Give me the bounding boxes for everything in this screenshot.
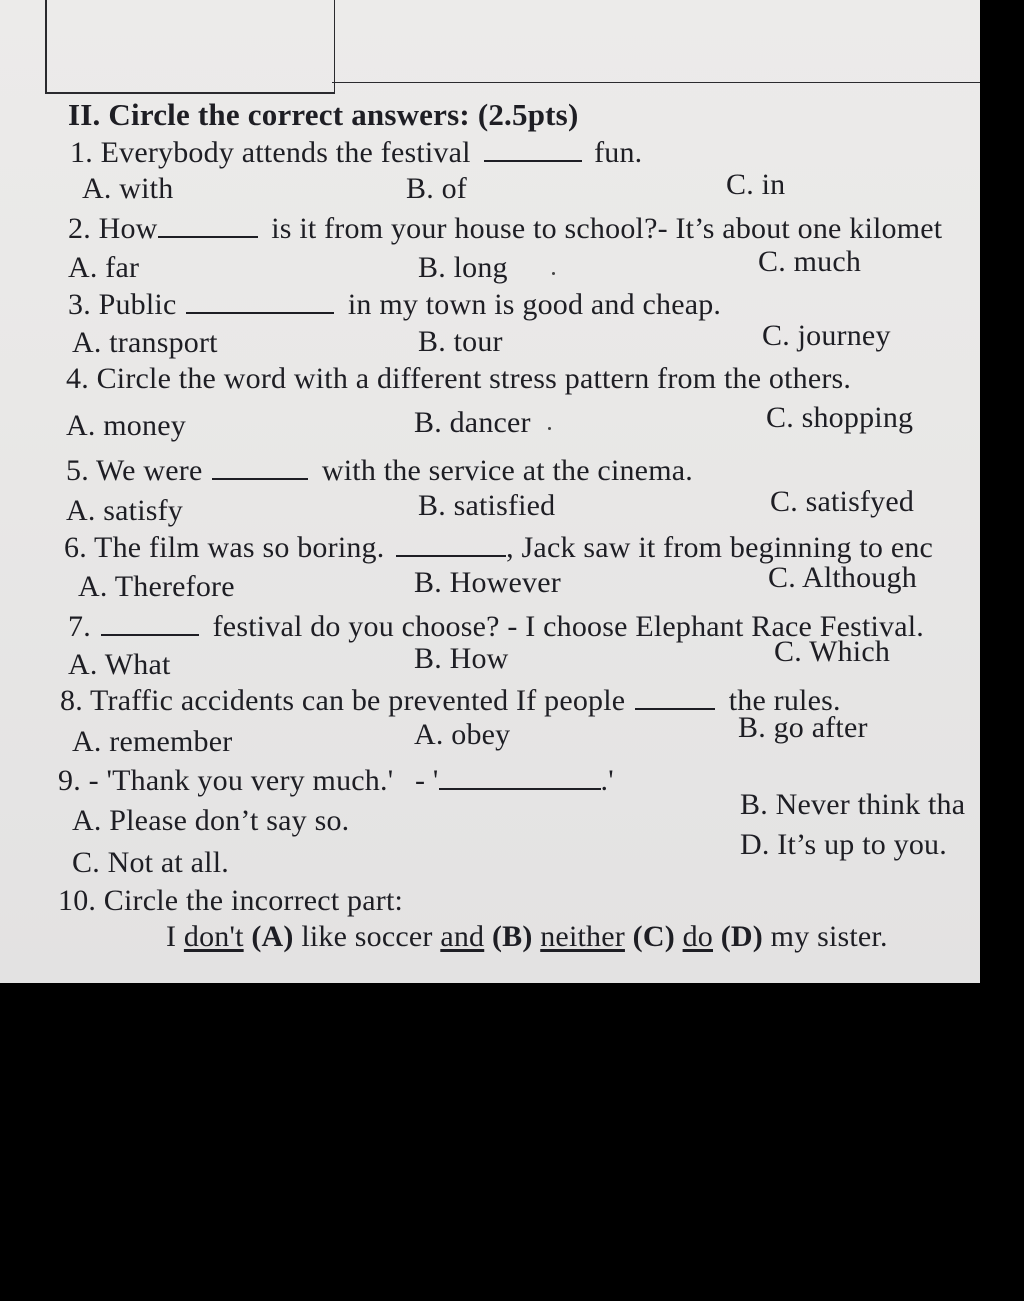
sentence-middle: like soccer <box>301 920 433 953</box>
q2-option-c[interactable]: C. much <box>758 245 862 278</box>
marker-c: (C) <box>632 920 675 953</box>
question-2-end: is it from your house to school?- It’s about one kilomet <box>271 212 943 245</box>
question-7-end: festival do you choose? - I choose Elephant Race Festival. <box>212 610 924 643</box>
q3-option-a[interactable]: A. transport <box>72 326 218 359</box>
q4-option-c[interactable]: C. shopping <box>766 401 914 434</box>
q8-option-b[interactable]: A. obey <box>414 718 511 751</box>
question-1-end: fun. <box>594 136 643 169</box>
q1-option-c[interactable]: C. in <box>726 168 786 201</box>
q6-option-a[interactable]: A. Therefore <box>78 570 235 603</box>
question-3 <box>68 288 721 322</box>
question-9-text: 9. - 'Thank you very much.' <box>58 764 394 797</box>
q3-option-b[interactable]: B. tour <box>418 325 503 358</box>
marker-a: (A) <box>251 920 294 953</box>
q7-option-a[interactable]: A. What <box>68 648 171 681</box>
answer-blank <box>186 290 334 314</box>
q7-option-c[interactable]: C. Which <box>774 635 891 668</box>
question-9-reply: - ' <box>415 764 439 797</box>
question-4: 4. Circle the word with a different stress pattern from the others. <box>66 362 852 395</box>
q9-option-c[interactable]: C. Not at all. <box>72 846 229 879</box>
question-1 <box>70 136 642 170</box>
question-10-sentence <box>166 920 888 954</box>
marker-b: (B) <box>491 920 533 953</box>
table-cell-border <box>45 0 335 94</box>
question-5-text: 5. We were <box>66 454 203 487</box>
q5-option-a[interactable]: A. satisfy <box>66 494 183 527</box>
q2-option-b[interactable]: B. long <box>418 251 508 284</box>
q8-option-c[interactable]: B. go after <box>738 711 868 744</box>
question-2 <box>68 212 942 246</box>
answer-blank <box>212 456 308 480</box>
q1-option-b[interactable]: B. of <box>406 172 467 205</box>
answer-blank <box>158 214 258 238</box>
underlined-part-b[interactable]: and <box>440 920 485 953</box>
q9-option-a[interactable]: A. Please don’t say so. <box>72 804 350 837</box>
answer-blank <box>101 612 199 636</box>
q3-option-c[interactable]: C. journey <box>762 319 891 352</box>
marker-d: (D) <box>720 920 763 953</box>
q6-option-c[interactable]: C. Although <box>768 561 917 594</box>
question-10: 10. Circle the incorrect part: <box>58 884 404 917</box>
speck <box>548 427 551 430</box>
question-6 <box>64 531 933 565</box>
question-6-end: , Jack saw it from beginning to enc <box>506 531 934 564</box>
speck <box>552 272 555 275</box>
sentence-start: I <box>166 920 177 953</box>
question-8-text: 8. Traffic accidents can be prevented If people <box>60 684 626 717</box>
q4-option-b[interactable]: B. dancer <box>414 406 531 439</box>
question-9-end: .' <box>600 764 614 797</box>
section-title: II. Circle the correct answers: (2.5pts) <box>68 97 579 132</box>
question-7-text: 7. <box>68 610 91 643</box>
sentence-end: my sister. <box>770 920 888 953</box>
q9-option-d[interactable]: D. It’s up to you. <box>740 828 947 861</box>
answer-blank <box>396 533 506 557</box>
question-8 <box>60 684 841 718</box>
answer-blank <box>484 138 582 162</box>
q5-option-c[interactable]: C. satisfyed <box>770 485 915 518</box>
q4-option-a[interactable]: A. money <box>66 409 186 442</box>
q7-option-b[interactable]: B. How <box>414 642 509 675</box>
question-3-end: in my town is good and cheap. <box>347 288 722 321</box>
question-8-end: the rules. <box>728 684 841 717</box>
question-2-text: 2. How <box>68 212 158 245</box>
question-9 <box>58 764 614 798</box>
question-1-text: 1. Everybody attends the festival <box>70 136 471 169</box>
underlined-part-a[interactable]: don't <box>183 920 244 953</box>
question-3-text: 3. Public <box>68 288 177 321</box>
underlined-part-d[interactable]: do <box>682 920 713 953</box>
q1-option-a[interactable]: A. with <box>82 172 174 205</box>
q2-option-a[interactable]: A. far <box>68 251 140 284</box>
question-5 <box>66 454 693 488</box>
answer-blank <box>439 766 601 790</box>
q6-option-b[interactable]: B. However <box>414 566 561 599</box>
question-5-end: with the service at the cinema. <box>321 454 693 487</box>
underlined-part-c[interactable]: neither <box>540 920 625 953</box>
q8-option-a[interactable]: A. remember <box>72 725 233 758</box>
question-6-text: 6. The film was so boring. <box>64 531 385 564</box>
table-rule <box>332 82 980 83</box>
q9-option-b[interactable]: B. Never think tha <box>740 788 966 821</box>
answer-blank <box>635 686 715 710</box>
q5-option-b[interactable]: B. satisfied <box>418 489 556 522</box>
